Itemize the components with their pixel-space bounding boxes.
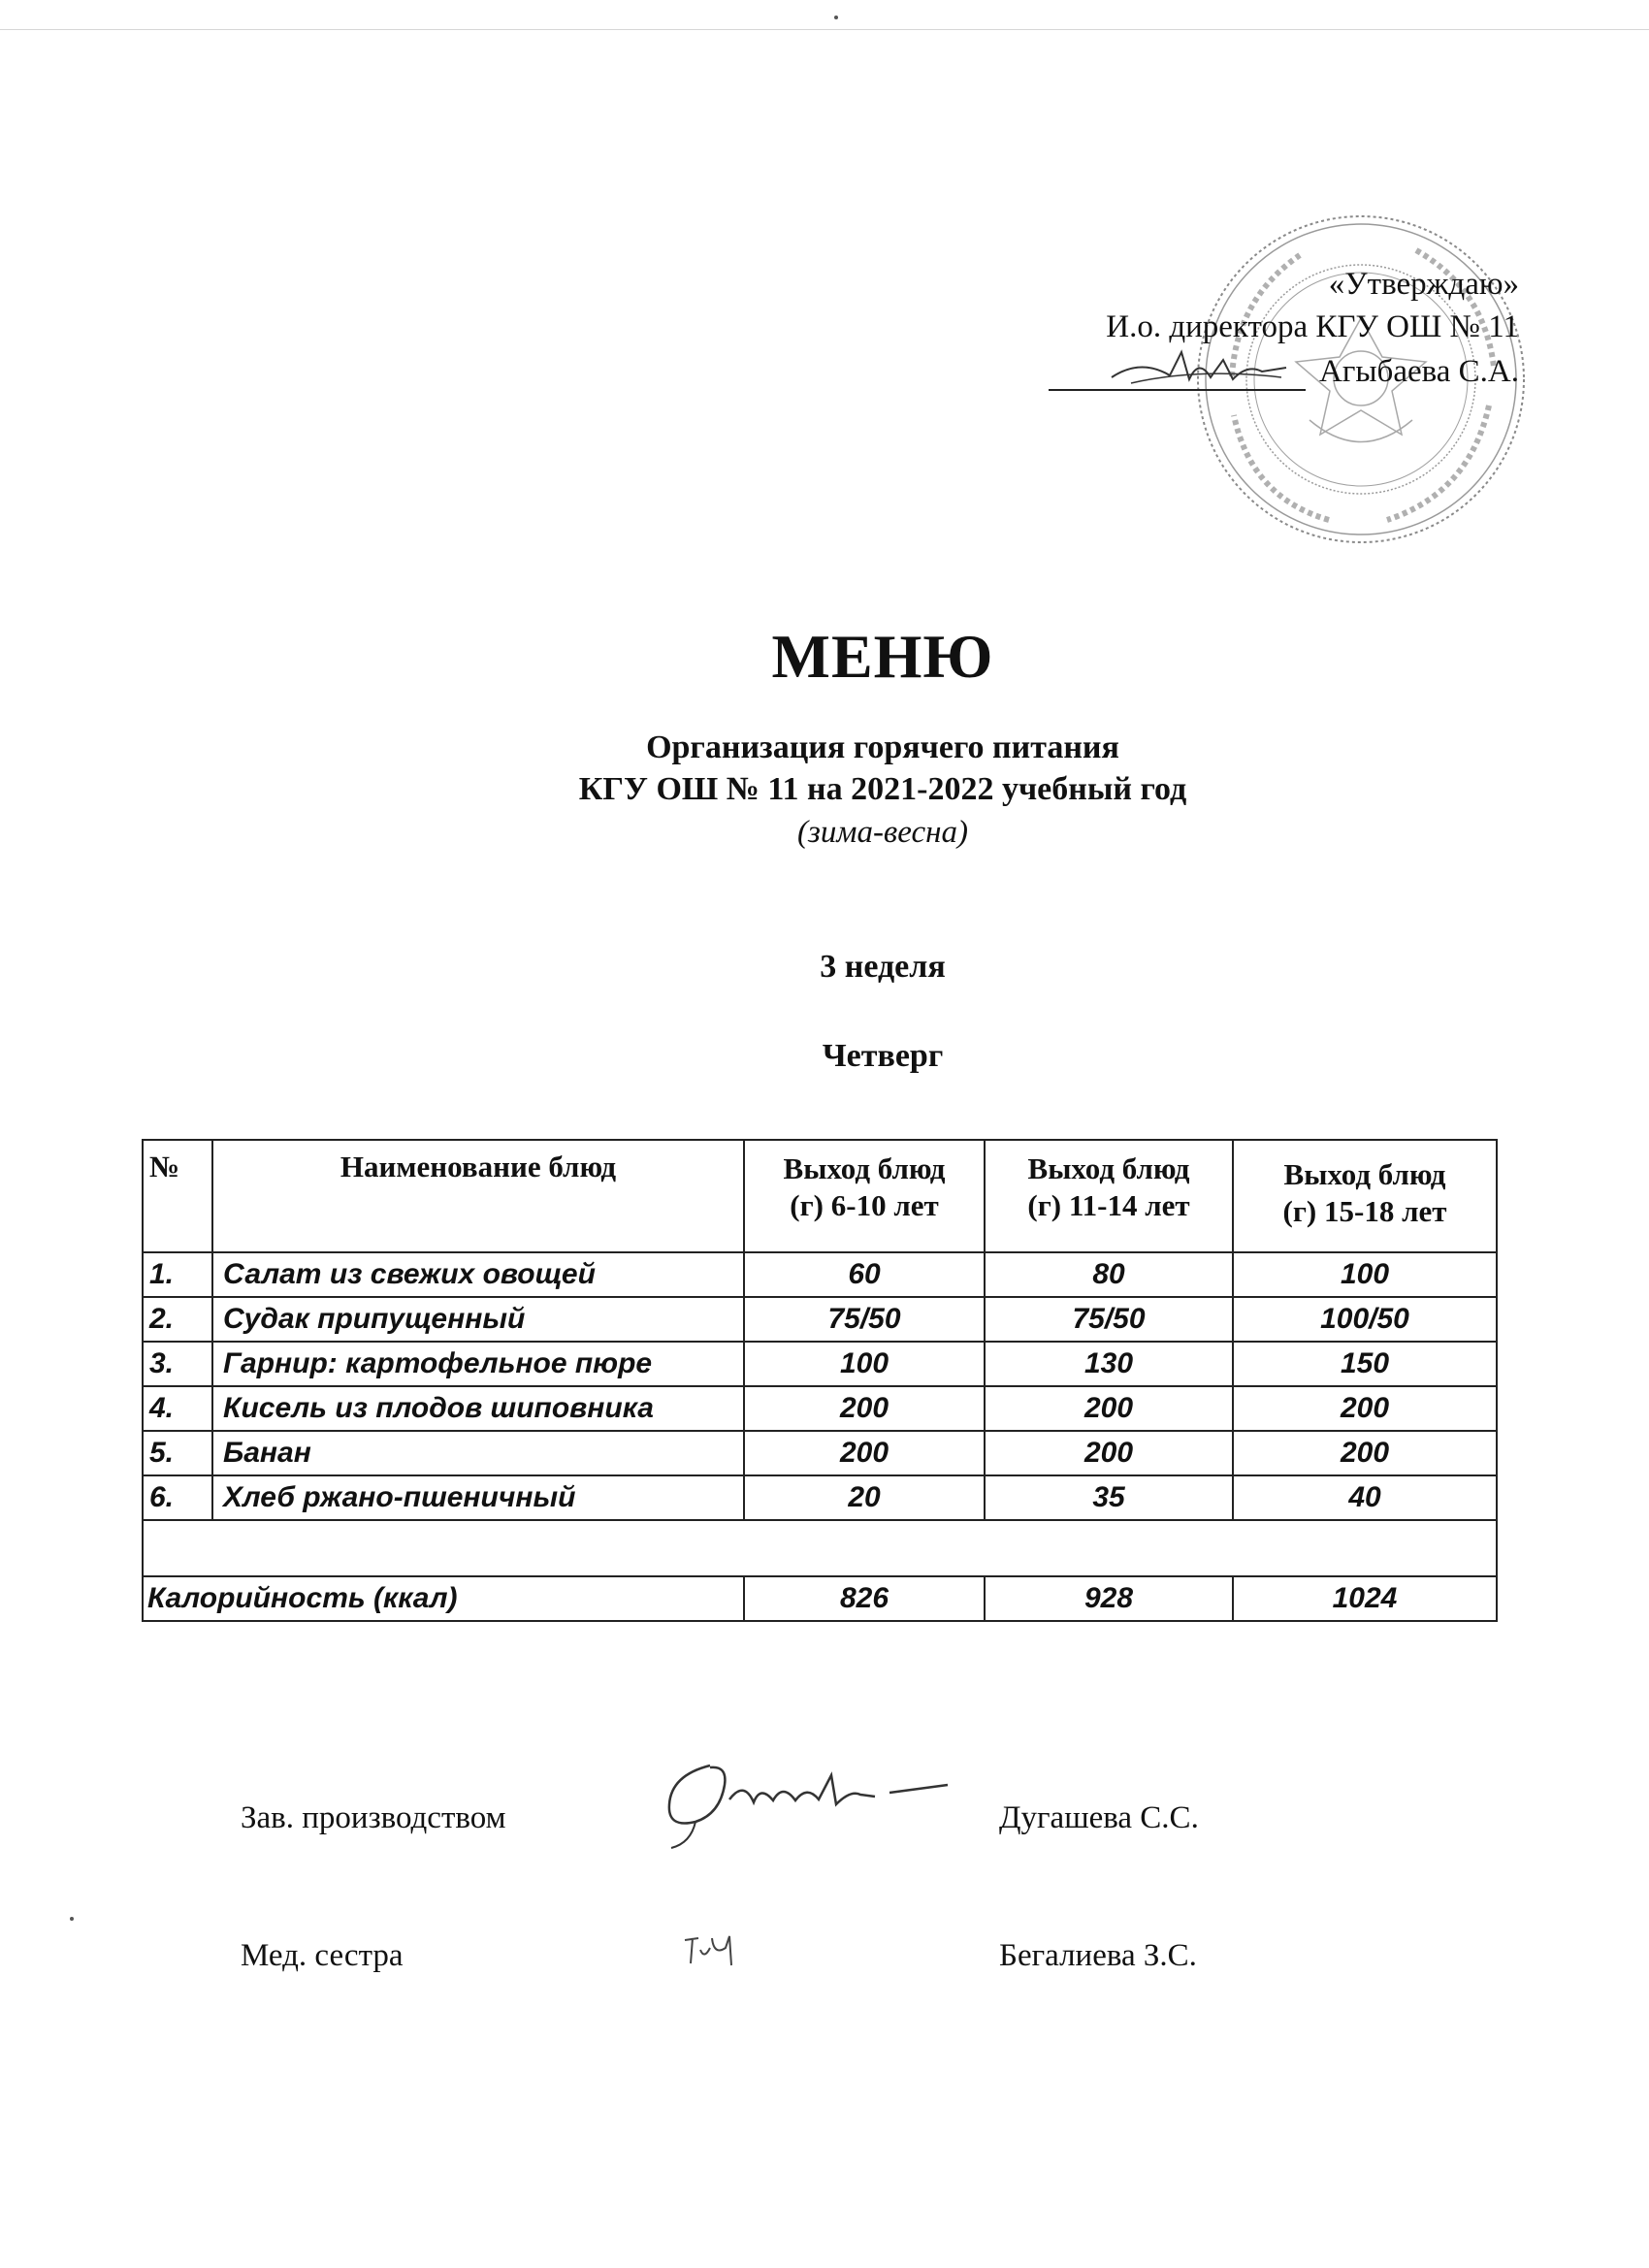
week-label: 3 неделя [820,949,946,985]
row-dish-name: Гарнир: картофельное пюре [212,1342,744,1386]
row-num: 4. [143,1386,212,1431]
row-value-11-14: 130 [985,1342,1233,1386]
calories-15-18: 1024 [1233,1576,1497,1621]
table-row [143,1252,1497,1297]
row-value-6-10: 100 [744,1342,985,1386]
row-value-6-10: 75/50 [744,1297,985,1342]
header-age-6-10-line1: Выход блюд [783,1151,946,1185]
row-value-15-18: 200 [1233,1431,1497,1475]
table-row [143,1342,1497,1386]
row-dish-name: Салат из свежих овощей [212,1252,744,1297]
row-value-6-10: 60 [744,1252,985,1297]
scan-speck [70,1917,74,1921]
table-row [143,1386,1497,1431]
menu-table [142,1139,1498,1622]
row-num: 6. [143,1475,212,1520]
row-value-6-10: 20 [744,1475,985,1520]
production-manager-label: Зав. производством [241,1800,506,1835]
header-age-6-10-line2: (г) 6-10 лет [790,1188,939,1222]
table-empty-row [143,1520,1497,1576]
scan-speck [834,16,838,19]
row-dish-name: Хлеб ржано-пшеничный [212,1475,744,1520]
header-age-15-18-line1: Выход блюд [1283,1157,1446,1191]
header-age-11-14-line2: (г) 11-14 лет [1027,1188,1190,1222]
row-dish-name: Банан [212,1431,744,1475]
approval-position: И.о. директора КГУ ОШ № 11 [1106,309,1519,344]
calories-11-14: 928 [985,1576,1233,1621]
row-num: 5. [143,1431,212,1475]
row-value-6-10: 200 [744,1431,985,1475]
header-age-15-18-line2: (г) 15-18 лет [1282,1194,1447,1228]
season-label: (зима-весна) [797,815,968,850]
approval-director-name: Агыбаева С.А. [1318,354,1519,389]
row-value-15-18: 100/50 [1233,1297,1497,1342]
row-value-15-18: 100 [1233,1252,1497,1297]
row-value-11-14: 200 [985,1431,1233,1475]
row-value-15-18: 150 [1233,1342,1497,1386]
header-age-11-14-line1: Выход блюд [1027,1151,1190,1185]
calories-row [143,1576,1497,1621]
approval-signature-line [1024,354,1519,399]
row-value-11-14: 200 [985,1386,1233,1431]
header-age-6-10 [744,1140,985,1252]
director-signature-icon [1102,339,1296,397]
table-row [143,1297,1497,1342]
row-value-11-14: 80 [985,1252,1233,1297]
empty-cell [143,1520,1497,1576]
page-title: МЕНЮ [771,622,994,691]
table-header-row [143,1140,1497,1252]
production-manager-name: Дугашева С.С. [999,1800,1199,1835]
calories-6-10: 826 [744,1576,985,1621]
row-dish-name: Судак припущенный [212,1297,744,1342]
table-row [143,1475,1497,1520]
row-num: 2. [143,1297,212,1342]
calories-label: Калорийность (ккал) [143,1576,744,1621]
header-age-15-18 [1233,1140,1497,1252]
subtitle-line-1: Организация горячего питания [646,729,1119,765]
row-value-15-18: 40 [1233,1475,1497,1520]
row-num: 3. [143,1342,212,1386]
row-value-11-14: 35 [985,1475,1233,1520]
production-manager-signature-icon [652,1746,962,1863]
header-age-11-14 [985,1140,1233,1252]
row-value-15-18: 200 [1233,1386,1497,1431]
header-dish-name: Наименование блюд [212,1140,744,1252]
nurse-label: Мед. сестра [241,1938,404,1973]
day-label: Четверг [822,1038,944,1074]
nurse-name: Бегалиева З.С. [999,1938,1197,1973]
nurse-signature-icon [679,1930,747,1969]
scan-edge-line [0,29,1649,30]
row-num: 1. [143,1252,212,1297]
row-dish-name: Кисель из плодов шиповника [212,1386,744,1431]
row-value-6-10: 200 [744,1386,985,1431]
row-value-11-14: 75/50 [985,1297,1233,1342]
approval-heading: «Утверждаю» [1328,267,1519,302]
header-num: № [143,1140,212,1252]
approval-block [989,267,1533,412]
subtitle-line-2: КГУ ОШ № 11 на 2021-2022 учебный год [578,771,1187,807]
table-row [143,1431,1497,1475]
